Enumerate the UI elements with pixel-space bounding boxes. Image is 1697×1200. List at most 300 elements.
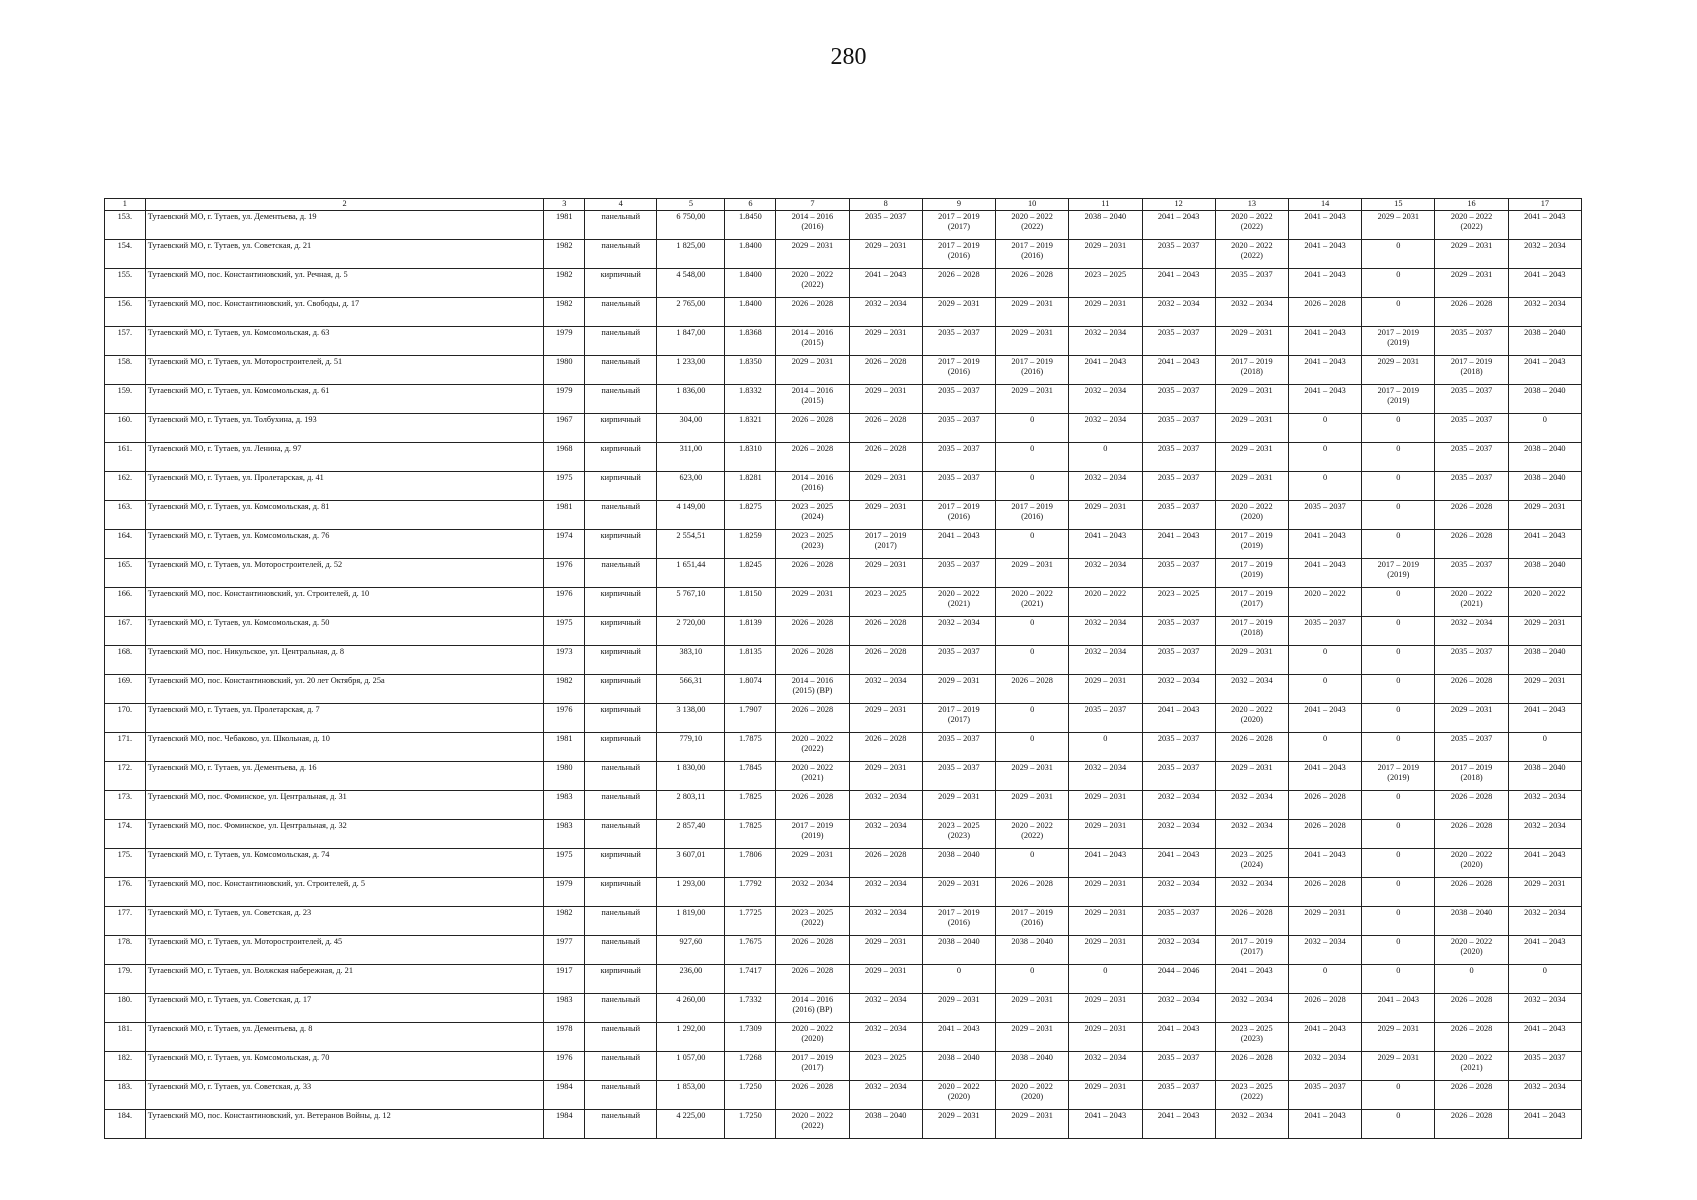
table-cell: 0 [1288,965,1361,994]
column-header: 6 [725,199,776,211]
table-cell: 2026 – 2028 [1435,298,1508,327]
table-cell: 2032 – 2034 [776,878,849,907]
table-cell: 2029 – 2031 [1288,907,1361,936]
table-cell: 2020 – 2022 (2020) [1215,501,1288,530]
table-cell: 1.8368 [725,327,776,356]
table-cell: 2029 – 2031 [849,472,922,501]
table-cell: 2041 – 2043 [1362,994,1435,1023]
table-cell: 2032 – 2034 [1069,762,1142,791]
table-cell: 2041 – 2043 [1142,849,1215,878]
table-cell: 1.7725 [725,907,776,936]
table-cell: 1975 [544,849,585,878]
table-cell: 2032 – 2034 [849,1081,922,1110]
table-cell: 2029 – 2031 [922,298,995,327]
table-cell: 2029 – 2031 [1215,762,1288,791]
table-cell: 2023 – 2025 (2022) [1215,1081,1288,1110]
table-cell: 2041 – 2043 [1288,211,1361,240]
table-cell: 1.7792 [725,878,776,907]
address-cell: Тутаевский МО, г. Тутаев, ул. Комсомольская, д. 61 [145,385,544,414]
table-cell: 2041 – 2043 [1288,704,1361,733]
table-cell: 2041 – 2043 [1142,269,1215,298]
table-cell: 2020 – 2022 (2020) [996,1081,1069,1110]
table-cell: кирпичный [585,472,657,501]
table-cell: панельный [585,936,657,965]
table-cell: 2029 – 2031 [1215,472,1288,501]
table-cell: 2020 – 2022 [1288,588,1361,617]
table-cell: 2017 – 2019 (2017) [1215,588,1288,617]
table-row [105,1110,1582,1139]
table-cell: 0 [996,646,1069,675]
table-cell: 1983 [544,994,585,1023]
table-cell: 2026 – 2028 [1435,675,1508,704]
table-cell: 1982 [544,907,585,936]
table-cell: 2026 – 2028 [1435,994,1508,1023]
table-cell: 2029 – 2031 [1215,414,1288,443]
table-cell: 0 [1288,646,1361,675]
table-cell: 2029 – 2031 [922,994,995,1023]
table-cell: 2032 – 2034 [1142,675,1215,704]
table-cell: 2017 – 2019 (2019) [1362,385,1435,414]
table-cell: 2032 – 2034 [1069,385,1142,414]
table-cell: 2032 – 2034 [1069,646,1142,675]
table-cell: 2014 – 2016 (2016) (ВР) [776,994,849,1023]
table-cell: кирпичный [585,443,657,472]
table-cell: кирпичный [585,646,657,675]
table-cell: 2032 – 2034 [1508,907,1581,936]
column-header: 7 [776,199,849,211]
table-cell: 0 [1362,878,1435,907]
table-cell: 0 [1288,733,1361,762]
row-number: 170. [105,704,146,733]
table-cell: 2020 – 2022 (2022) [1215,211,1288,240]
table-cell: кирпичный [585,965,657,994]
row-number: 173. [105,791,146,820]
table-cell: 2035 – 2037 [1288,1081,1361,1110]
table-cell: кирпичный [585,588,657,617]
table-cell: 2026 – 2028 [776,704,849,733]
table-cell: 2029 – 2031 [1069,1023,1142,1052]
table-cell: 2017 – 2019 (2017) [849,530,922,559]
table-cell: 1975 [544,472,585,501]
table-cell: 2020 – 2022 (2022) [996,820,1069,849]
table-cell: кирпичный [585,704,657,733]
table-cell: кирпичный [585,675,657,704]
table-cell: 3 138,00 [657,704,725,733]
table-cell: 2029 – 2031 [776,240,849,269]
column-header: 4 [585,199,657,211]
row-number: 161. [105,443,146,472]
table-cell: 566,31 [657,675,725,704]
column-header: 13 [1215,199,1288,211]
table-cell: 0 [1362,907,1435,936]
table-cell: 0 [1362,965,1435,994]
address-cell: Тутаевский МО, пос. Константиновский, ул. Речная, д. 5 [145,269,544,298]
table-cell: 0 [1362,617,1435,646]
table-cell: 1.7825 [725,820,776,849]
address-cell: Тутаевский МО, г. Тутаев, ул. Дементьева, д. 16 [145,762,544,791]
address-cell: Тутаевский МО, г. Тутаев, ул. Советская, д. 21 [145,240,544,269]
table-cell: 0 [1362,791,1435,820]
column-header: 5 [657,199,725,211]
row-number: 172. [105,762,146,791]
table-cell: 2029 – 2031 [849,965,922,994]
address-cell: Тутаевский МО, пос. Чебаково, ул. Школьная, д. 10 [145,733,544,762]
table-cell: 0 [1508,965,1581,994]
table-cell: 2029 – 2031 [776,849,849,878]
table-cell: панельный [585,327,657,356]
table-cell: 1976 [544,704,585,733]
table-cell: 0 [1362,443,1435,472]
table-row [105,327,1582,356]
table-cell: 2026 – 2028 [1288,878,1361,907]
table-row [105,849,1582,878]
table-cell: 0 [1288,675,1361,704]
table-cell: 2020 – 2022 (2022) [776,269,849,298]
table-cell: 2026 – 2028 [1435,878,1508,907]
table-cell: 2029 – 2031 [996,791,1069,820]
table-cell: 2026 – 2028 [849,617,922,646]
table-cell: 2035 – 2037 [922,472,995,501]
table-cell: 1979 [544,327,585,356]
table-cell: 2041 – 2043 [1508,1023,1581,1052]
address-cell: Тутаевский МО, г. Тутаев, ул. Комсомольская, д. 74 [145,849,544,878]
address-cell: Тутаевский МО, пос. Константиновский, ул. Строителей, д. 10 [145,588,544,617]
table-cell: 2020 – 2022 (2020) [1215,704,1288,733]
table-cell: 2029 – 2031 [996,385,1069,414]
table-cell: 2041 – 2043 [922,1023,995,1052]
table-cell: 0 [1069,443,1142,472]
table-cell: 1979 [544,878,585,907]
column-header: 11 [1069,199,1142,211]
table-cell: 0 [996,733,1069,762]
table-cell: 2029 – 2031 [1069,994,1142,1023]
table-cell: 2020 – 2022 (2022) [1435,211,1508,240]
table-cell: 2017 – 2019 (2016) [996,907,1069,936]
table-cell: 2032 – 2034 [1142,791,1215,820]
table-cell: 2023 – 2025 [1142,588,1215,617]
row-number: 154. [105,240,146,269]
table-row [105,1081,1582,1110]
address-cell: Тутаевский МО, пос. Константиновский, ул. Строителей, д. 5 [145,878,544,907]
row-number: 167. [105,617,146,646]
table-cell: 1.8321 [725,414,776,443]
table-cell: 0 [996,443,1069,472]
table-cell: панельный [585,1081,657,1110]
table-cell: 2035 – 2037 [922,762,995,791]
table-cell: панельный [585,501,657,530]
address-cell: Тутаевский МО, г. Тутаев, ул. Моторостроителей, д. 45 [145,936,544,965]
table-cell: 2041 – 2043 [1288,1023,1361,1052]
table-cell: 2017 – 2019 (2016) [922,240,995,269]
table-cell: 2038 – 2040 [1508,646,1581,675]
table-cell: 2038 – 2040 [1069,211,1142,240]
table-cell: 0 [1362,530,1435,559]
table-cell: 1984 [544,1110,585,1139]
table-cell: 2029 – 2031 [1069,1081,1142,1110]
table-cell: 2 857,40 [657,820,725,849]
table-cell: 0 [1362,472,1435,501]
table-cell: 2035 – 2037 [1435,733,1508,762]
header-row [105,199,1582,211]
row-number: 155. [105,269,146,298]
table-cell: 1 830,00 [657,762,725,791]
table-cell: 2032 – 2034 [1508,240,1581,269]
table-cell: 2017 – 2019 (2017) [776,1052,849,1081]
table-cell: 2014 – 2016 (2015) [776,385,849,414]
table-cell: панельный [585,240,657,269]
address-cell: Тутаевский МО, пос. Константиновский, ул. 20 лет Октября, д. 25а [145,675,544,704]
row-number: 171. [105,733,146,762]
table-cell: 2035 – 2037 [1142,414,1215,443]
table-cell: 2029 – 2031 [1069,791,1142,820]
table-cell: панельный [585,298,657,327]
table-cell: 1976 [544,559,585,588]
table-cell: 1983 [544,791,585,820]
table-cell: 1.7250 [725,1110,776,1139]
table-cell: 0 [1069,965,1142,994]
table-cell: 2041 – 2043 [1288,530,1361,559]
table-cell: 2041 – 2043 [1508,1110,1581,1139]
row-number: 179. [105,965,146,994]
table-cell: кирпичный [585,878,657,907]
table-cell: 2029 – 2031 [849,762,922,791]
table-row [105,530,1582,559]
table-cell: 2017 – 2019 (2016) [996,240,1069,269]
table-cell: 1.8310 [725,443,776,472]
table-row [105,820,1582,849]
table-cell: 2029 – 2031 [776,588,849,617]
table-cell: 2 765,00 [657,298,725,327]
table-cell: 0 [996,530,1069,559]
table-cell: 4 225,00 [657,1110,725,1139]
table-cell: 1979 [544,385,585,414]
address-cell: Тутаевский МО, г. Тутаев, ул. Комсомольская, д. 76 [145,530,544,559]
table-cell: 2038 – 2040 [1508,443,1581,472]
table-cell: 2026 – 2028 [996,269,1069,298]
table-cell: 2032 – 2034 [1142,298,1215,327]
table-cell: 2017 – 2019 (2019) [776,820,849,849]
row-number: 158. [105,356,146,385]
table-cell: 2026 – 2028 [776,1081,849,1110]
table-cell: 1.8400 [725,240,776,269]
table-cell: 2029 – 2031 [922,791,995,820]
table-cell: 2020 – 2022 (2021) [776,762,849,791]
table-cell: 2032 – 2034 [1069,559,1142,588]
column-header: 15 [1362,199,1435,211]
column-header: 3 [544,199,585,211]
table-cell: 2026 – 2028 [776,791,849,820]
table-cell: 1973 [544,646,585,675]
table-cell: 2026 – 2028 [1435,501,1508,530]
table-cell: 1.8450 [725,211,776,240]
table-cell: 2029 – 2031 [1362,211,1435,240]
table-cell: 2026 – 2028 [849,646,922,675]
table-row [105,559,1582,588]
row-number: 164. [105,530,146,559]
row-number: 178. [105,936,146,965]
table-cell: 2032 – 2034 [849,298,922,327]
table-cell: 2023 – 2025 (2023) [776,530,849,559]
table-cell: 2035 – 2037 [922,443,995,472]
table-cell: 2020 – 2022 [1508,588,1581,617]
table-cell: 2041 – 2043 [1142,211,1215,240]
table-row [105,356,1582,385]
address-cell: Тутаевский МО, г. Тутаев, ул. Советская, д. 33 [145,1081,544,1110]
table-cell: 2032 – 2034 [1215,791,1288,820]
table-cell: 2035 – 2037 [1215,269,1288,298]
table-cell: 1976 [544,588,585,617]
table-cell: 2041 – 2043 [1508,356,1581,385]
table-cell: 2029 – 2031 [996,1110,1069,1139]
table-cell: 4 548,00 [657,269,725,298]
table-cell: 2041 – 2043 [1142,530,1215,559]
table-cell: панельный [585,1052,657,1081]
table-cell: 2038 – 2040 [849,1110,922,1139]
table-cell: 0 [1362,704,1435,733]
table-cell: 2026 – 2028 [996,675,1069,704]
table-cell: 2029 – 2031 [1069,820,1142,849]
table-cell: 1980 [544,762,585,791]
address-cell: Тутаевский МО, пос. Фоминское, ул. Центральная, д. 31 [145,791,544,820]
table-cell: 1981 [544,211,585,240]
table-cell: 2026 – 2028 [1288,994,1361,1023]
table-cell: 2041 – 2043 [1508,936,1581,965]
table-cell: 2029 – 2031 [1435,269,1508,298]
table-cell: 2023 – 2025 (2023) [1215,1023,1288,1052]
table-cell: 1978 [544,1023,585,1052]
table-cell: 2029 – 2031 [1069,298,1142,327]
table-cell: 2029 – 2031 [849,704,922,733]
table-cell: 6 750,00 [657,211,725,240]
table-cell: 2029 – 2031 [1215,646,1288,675]
row-number: 182. [105,1052,146,1081]
housing-schedule-table [104,198,1582,1139]
address-cell: Тутаевский МО, г. Тутаев, ул. Советская, д. 17 [145,994,544,1023]
table-cell: 2032 – 2034 [1508,994,1581,1023]
table-cell: 1982 [544,240,585,269]
table-cell: 2032 – 2034 [849,878,922,907]
table-cell: 2035 – 2037 [1142,501,1215,530]
table-cell: 2020 – 2022 (2021) [1435,588,1508,617]
table-cell: 1968 [544,443,585,472]
table-cell: 2029 – 2031 [1508,675,1581,704]
table-cell: 1981 [544,733,585,762]
table-cell: 1 293,00 [657,878,725,907]
table-cell: 1.8139 [725,617,776,646]
table-cell: 2041 – 2043 [1508,269,1581,298]
table-row [105,907,1582,936]
table-cell: 2029 – 2031 [996,994,1069,1023]
table-cell: 2035 – 2037 [1142,385,1215,414]
table-cell: 2026 – 2028 [1435,1023,1508,1052]
table-cell: 2020 – 2022 (2020) [922,1081,995,1110]
table-cell: 2041 – 2043 [1508,849,1581,878]
address-cell: Тутаевский МО, г. Тутаев, ул. Дементьева, д. 8 [145,1023,544,1052]
table-cell: 0 [996,414,1069,443]
table-cell: 2026 – 2028 [922,269,995,298]
table-cell: 2 803,11 [657,791,725,820]
table-cell: 2020 – 2022 [1069,588,1142,617]
table-cell: кирпичный [585,414,657,443]
table-cell: 2023 – 2025 (2023) [922,820,995,849]
table-cell: 2035 – 2037 [1142,646,1215,675]
table-cell: 2026 – 2028 [1435,1110,1508,1139]
table-cell: 2035 – 2037 [922,733,995,762]
table-cell: 2029 – 2031 [1362,1052,1435,1081]
table-cell: 2029 – 2031 [1215,385,1288,414]
table-cell: 0 [1362,820,1435,849]
table-cell: 2041 – 2043 [1508,211,1581,240]
table-cell: 2032 – 2034 [849,675,922,704]
table-cell: 2041 – 2043 [1508,530,1581,559]
table-cell: 2035 – 2037 [849,211,922,240]
table-cell: 2038 – 2040 [1508,385,1581,414]
table-cell: 2032 – 2034 [1215,994,1288,1023]
table-cell: 2035 – 2037 [1142,443,1215,472]
address-cell: Тутаевский МО, пос. Константиновский, ул. Свободы, д. 17 [145,298,544,327]
table-cell: 2035 – 2037 [922,327,995,356]
table-cell: 2032 – 2034 [1215,878,1288,907]
table-row [105,675,1582,704]
table-row [105,588,1582,617]
table-cell: 2035 – 2037 [1142,733,1215,762]
table-cell: 2035 – 2037 [1069,704,1142,733]
address-cell: Тутаевский МО, пос. Фоминское, ул. Центральная, д. 32 [145,820,544,849]
table-cell: 2035 – 2037 [1142,1081,1215,1110]
table-cell: 2026 – 2028 [776,617,849,646]
column-header: 14 [1288,199,1361,211]
table-cell: 2032 – 2034 [1215,298,1288,327]
table-cell: 2035 – 2037 [922,385,995,414]
table-cell: 2020 – 2022 (2022) [996,211,1069,240]
table-cell: панельный [585,385,657,414]
table-cell: 2029 – 2031 [849,936,922,965]
table-cell: 2017 – 2019 (2019) [1215,530,1288,559]
table-cell: 1.8332 [725,385,776,414]
table-cell: 927,60 [657,936,725,965]
table-cell: 1.8400 [725,269,776,298]
table-cell: 0 [1362,240,1435,269]
row-number: 166. [105,588,146,617]
table-cell: 2014 – 2016 (2015) [776,327,849,356]
table-cell: 2029 – 2031 [849,501,922,530]
table-cell: 2029 – 2031 [1069,907,1142,936]
table-cell: 2017 – 2019 (2019) [1362,327,1435,356]
address-cell: Тутаевский МО, г. Тутаев, ул. Комсомольская, д. 63 [145,327,544,356]
table-cell: 2026 – 2028 [776,646,849,675]
column-header: 10 [996,199,1069,211]
table-cell: 2026 – 2028 [1288,791,1361,820]
table-cell: 2026 – 2028 [776,965,849,994]
table-cell: 2035 – 2037 [1288,501,1361,530]
table-cell: 2029 – 2031 [1069,501,1142,530]
row-number: 157. [105,327,146,356]
table-cell: 2032 – 2034 [1215,820,1288,849]
table-cell: 2020 – 2022 (2021) [996,588,1069,617]
table-cell: 2041 – 2043 [1069,356,1142,385]
table-cell: 1974 [544,530,585,559]
table-cell: 2026 – 2028 [776,936,849,965]
row-number: 162. [105,472,146,501]
table-cell: 2029 – 2031 [1215,443,1288,472]
table-cell: 2041 – 2043 [1288,849,1361,878]
table-cell: 2041 – 2043 [1069,849,1142,878]
table-cell: 2026 – 2028 [1215,907,1288,936]
table-cell: кирпичный [585,849,657,878]
table-cell: 1 825,00 [657,240,725,269]
table-cell: 1.8259 [725,530,776,559]
table-cell: 2029 – 2031 [996,762,1069,791]
